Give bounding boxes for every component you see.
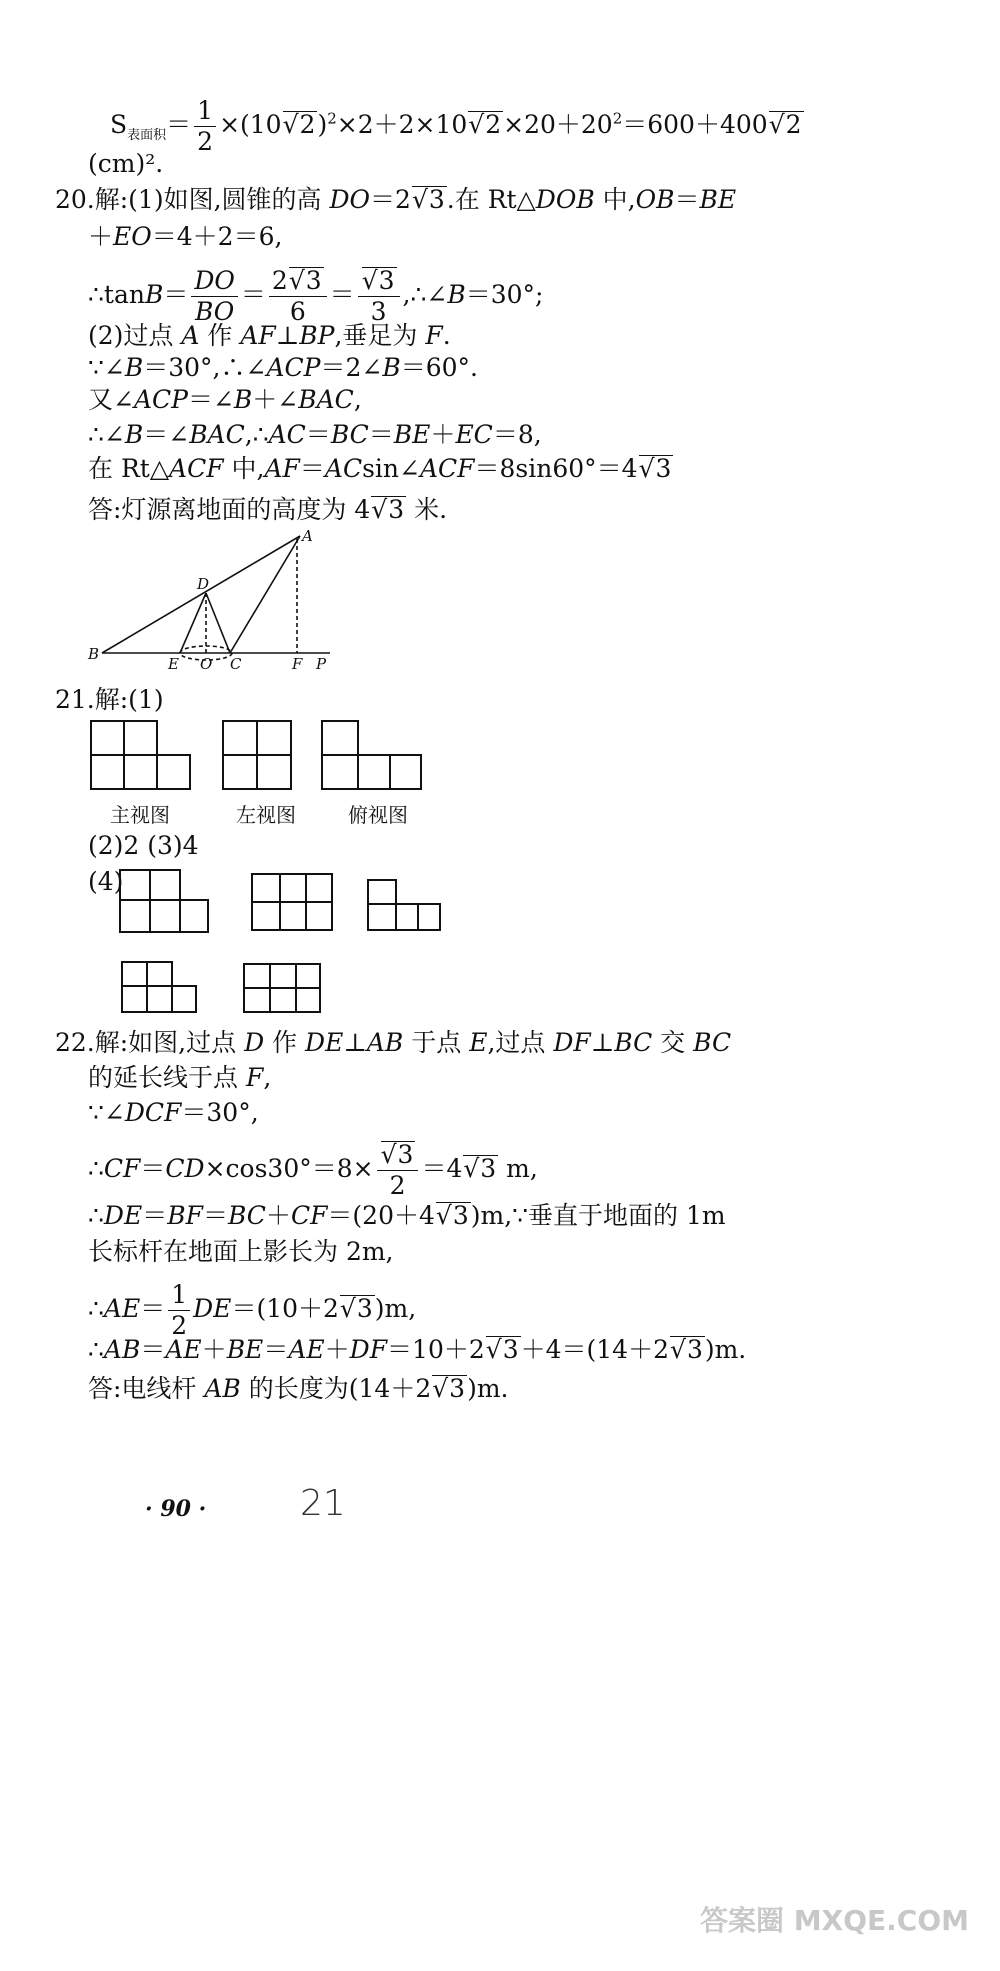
surface-area-formula: $S_{表面积}=$ $\frac{1}{2}$ ×(10√ 2)$^2$×2＋2×10√ $2\times 20+20^2=600+400√$ 2: [110, 96, 804, 157]
top-view-caption: 俯视图: [348, 803, 408, 827]
q22-line-8: ∴AB＝AE＋BE＝AE＋DF＝10＋2√ 3＋4＝(14＋2√ 3)m.: [88, 1334, 746, 1366]
q20-line-6: 又∠ACP＝∠B＋∠BAC,: [88, 385, 362, 414]
q20-line-5: ∵∠B＝30°,∴∠ACP＝2∠B＝60°.: [88, 353, 478, 382]
q22-line-5: ∴DE＝BF＝BC＋CF＝(20＋4√ 3)m,∵垂直于地面的 1m: [88, 1200, 726, 1232]
q22-line-2: 的延长线于点 F,: [88, 1063, 272, 1092]
label-O: O: [200, 655, 213, 673]
label-B: B: [88, 645, 100, 663]
q20-line-7: ∴∠B＝∠BAC,∴AC＝BC＝BE＋EC＝8,: [88, 420, 542, 449]
q21-line-3: (4): [88, 867, 124, 896]
left-view-caption: 左视图: [236, 803, 296, 827]
watermark: 答案圈 MXQE.COM: [700, 1904, 969, 1937]
page-number: · 90 ·: [145, 1496, 207, 1522]
label-P: P: [316, 655, 327, 673]
unit-line: (cm)².: [88, 149, 164, 178]
q20-line-8: 在 Rt△ACF 中,AF＝ACsin∠ACF＝8sin60°＝4√ 3: [88, 453, 673, 485]
handwritten-number: 21: [300, 1483, 346, 1524]
q20-line-3: ∴tanB＝ $\frac{DO}{BO}$ ＝ $\frac{2√ 3}{6}$ ＝ √ $\frac{3}{3}$ ,∴∠B＝30°;: [88, 266, 543, 327]
q22-line-1: 22.解:如图,过点 D 作 DE⊥AB 于点 E,过点 DF⊥BC 交 BC: [55, 1028, 732, 1057]
q20-line-4: (2)过点 A 作 AF⊥BP,垂足为 F.: [88, 321, 451, 350]
q22-line-3: ∵∠DCF＝30°,: [88, 1098, 259, 1127]
three-views-figure: [85, 715, 445, 795]
q21-line-2: (2)2 (3)4: [88, 831, 199, 860]
q20-line-2: ＋EO＝4＋2＝6,: [88, 222, 283, 251]
q22-line-7: ∴AE＝ $\frac{1}{2}$ DE＝(10＋2√ 3)m,: [88, 1280, 416, 1341]
q21-line-1: 21.解:(1): [55, 685, 164, 714]
label-C: C: [230, 655, 242, 673]
label-F: F: [292, 655, 303, 673]
part4-views-figure: [110, 862, 460, 1022]
front-view-caption: 主视图: [110, 803, 170, 827]
q20-answer: 答:灯源离地面的高度为 4√ 3 米.: [88, 494, 447, 526]
label-E: E: [168, 655, 179, 673]
q20-line-1: 20.解:(1)如图,圆锥的高 DO＝2√ 3.在 Rt△DOB 中,OB＝BE: [55, 184, 736, 216]
q22-line-6: 长标杆在地面上影长为 2m,: [88, 1237, 394, 1266]
label-D: D: [197, 575, 210, 593]
cone-light-figure: [80, 525, 360, 675]
label-A: A: [302, 527, 313, 545]
q22-line-4: ∴CF＝CD×cos30°＝8× √ $\frac{3}{2}$ ＝4√ 3 m,: [88, 1140, 538, 1201]
q22-answer: 答:电线杆 AB 的长度为(14＋2√ 3)m.: [88, 1373, 508, 1405]
